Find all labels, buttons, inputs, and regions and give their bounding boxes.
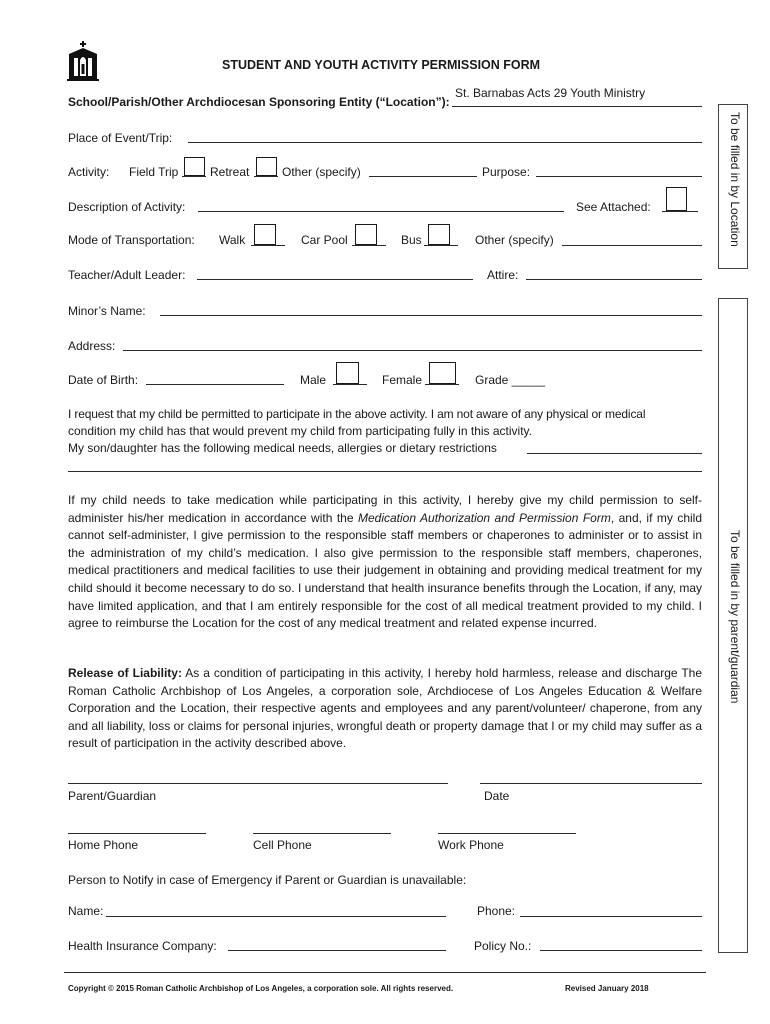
field-trip-label: Field Trip	[129, 165, 179, 179]
release-paragraph	[68, 665, 702, 753]
cell-phone-label: Cell Phone	[253, 838, 312, 852]
request-line-2: condition my child has that would prevent my child from participating fully in this activity.	[68, 424, 532, 438]
bus-checkbox[interactable]	[428, 224, 450, 245]
insurance-field[interactable]	[228, 950, 446, 951]
leader-field[interactable]	[197, 279, 473, 280]
place-label: Place of Event/Trip:	[68, 131, 173, 145]
activity-other-label: Other (specify)	[282, 165, 361, 179]
bus-label: Bus	[401, 233, 422, 247]
footer-divider	[64, 972, 706, 973]
car-pool-checkbox[interactable]	[355, 224, 377, 245]
attire-field[interactable]	[526, 279, 702, 280]
cell-phone-field[interactable]	[253, 833, 391, 834]
parent-signature-field[interactable]	[68, 783, 448, 784]
see-attached-label: See Attached:	[576, 200, 651, 214]
insurance-label: Health Insurance Company:	[68, 939, 217, 953]
policy-label: Policy No.:	[474, 939, 532, 953]
minor-name-field[interactable]	[160, 315, 702, 316]
work-phone-label: Work Phone	[438, 838, 504, 852]
release-body: As a condition of participating in this activity, I hereby hold harmless, release and discharge The Roman Catholic Archbishop of Los Angeles, a corporation sole, Archdiocese of Los Angeles Education & Welfare Corporation and the Location, their respective agents and employees and any parent/volunteer/ chaperone, from any and all liability, loss or claims for personal injuries, wrongful death or property damage that I or my child may suffer as a result of participation in the activity described above.	[68, 666, 703, 751]
emergency-phone-field[interactable]	[520, 916, 702, 917]
walk-line	[251, 245, 285, 246]
activity-label: Activity:	[68, 165, 110, 179]
form-title: STUDENT AND YOUTH ACTIVITY PERMISSION FORM	[222, 58, 541, 72]
field-trip-line	[182, 176, 206, 177]
home-phone-field[interactable]	[68, 833, 206, 834]
walk-label: Walk	[219, 233, 246, 247]
emergency-name-field[interactable]	[106, 916, 446, 917]
address-field[interactable]	[123, 350, 702, 351]
copyright-text: Copyright © 2015 Roman Catholic Archbishop of Los Angeles, a corporation sole. All rights reserved.	[68, 984, 454, 993]
place-field[interactable]	[188, 142, 702, 143]
emergency-phone-label: Phone:	[477, 904, 516, 918]
retreat-label: Retreat	[210, 165, 250, 179]
female-label: Female	[382, 373, 423, 387]
date-label: Date	[484, 789, 510, 803]
transport-other-label: Other (specify)	[475, 233, 554, 247]
sponsor-line	[452, 106, 702, 107]
activity-other-field[interactable]	[369, 176, 477, 177]
sponsor-label: School/Parish/Other Archdiocesan Sponsoring Entity (“Location”):	[68, 95, 450, 109]
medication-paragraph	[68, 492, 702, 633]
emergency-intro: Person to Notify in case of Emergency if Parent or Guardian is unavailable:	[68, 873, 467, 887]
car-pool-label: Car Pool	[301, 233, 348, 247]
transport-other-field[interactable]	[562, 245, 702, 246]
archdiocese-seal-icon	[66, 40, 100, 82]
field-trip-checkbox[interactable]	[184, 157, 205, 176]
see-attached-checkbox[interactable]	[666, 187, 687, 211]
address-label: Address:	[68, 339, 116, 353]
female-checkbox[interactable]	[429, 362, 456, 384]
dob-label: Date of Birth:	[68, 373, 139, 387]
medical-needs-field-2[interactable]	[68, 471, 702, 472]
medical-needs-field[interactable]	[527, 453, 702, 454]
male-label: Male	[300, 373, 327, 387]
bus-line	[424, 245, 458, 246]
sponsor-value[interactable]: St. Barnabas Acts 29 Youth Ministry	[455, 86, 646, 100]
car-pool-line	[352, 245, 386, 246]
dob-field[interactable]	[146, 384, 284, 385]
request-line-3: My son/daughter has the following medical needs, allergies or dietary restrictions	[68, 441, 497, 455]
see-attached-line	[662, 211, 698, 212]
leader-label: Teacher/Adult Leader:	[68, 268, 186, 282]
description-label: Description of Activity:	[68, 200, 186, 214]
male-line	[333, 384, 367, 385]
medication-text-2: , and, if my child cannot self-administer, I give permission to the responsible staff members or chaperones to administer or to assist in the administration of my child’s medication. I also give permission to the responsible staff members, chaperones, medical practitioners and medical facilities to use their judgement in obtaining and providing medical treatment for my child should it become necessary to do so. I understand that health insurance benefits through the Location, if any, may have limited application, and that I am entirely responsible for the cost of all medical treatment provided to my child. I agree to reimburse the Location for the cost of any medical treatment and related expense incurred.	[68, 510, 703, 631]
attire-label: Attire:	[487, 268, 519, 282]
minor-name-label: Minor’s Name:	[68, 304, 146, 318]
policy-field[interactable]	[540, 950, 702, 951]
retreat-line	[254, 176, 278, 177]
work-phone-field[interactable]	[438, 833, 576, 834]
description-field[interactable]	[198, 211, 564, 212]
transport-label: Mode of Transportation:	[68, 233, 195, 247]
signature-date-field[interactable]	[480, 783, 702, 784]
parent-guardian-label: Parent/Guardian	[68, 789, 157, 803]
request-line-1: I request that my child be permitted to participate in the above activity. I am not aware of any physical or medical	[68, 407, 646, 421]
home-phone-label: Home Phone	[68, 838, 139, 852]
purpose-field[interactable]	[536, 176, 702, 177]
female-line	[425, 384, 459, 385]
emergency-name-label: Name:	[68, 904, 104, 918]
walk-checkbox[interactable]	[254, 224, 276, 245]
grade-label: Grade _____	[475, 373, 546, 387]
retreat-checkbox[interactable]	[256, 157, 277, 176]
male-checkbox[interactable]	[336, 362, 359, 384]
purpose-label: Purpose:	[482, 165, 531, 179]
location-side-note: To be filled in by Location	[728, 112, 742, 247]
revised-text: Revised January 2018	[565, 984, 649, 993]
medication-text-1: If my child needs to take medication while participating in this activity, I hereby give my child permission to self-administer his/her medication in accordance with the	[68, 493, 702, 525]
medication-form-name: Medication Authorization and Permission Form	[358, 510, 611, 525]
parent-side-note: To be filled in by parent/guardian	[728, 530, 742, 704]
release-heading: Release of Liability:	[68, 666, 182, 680]
